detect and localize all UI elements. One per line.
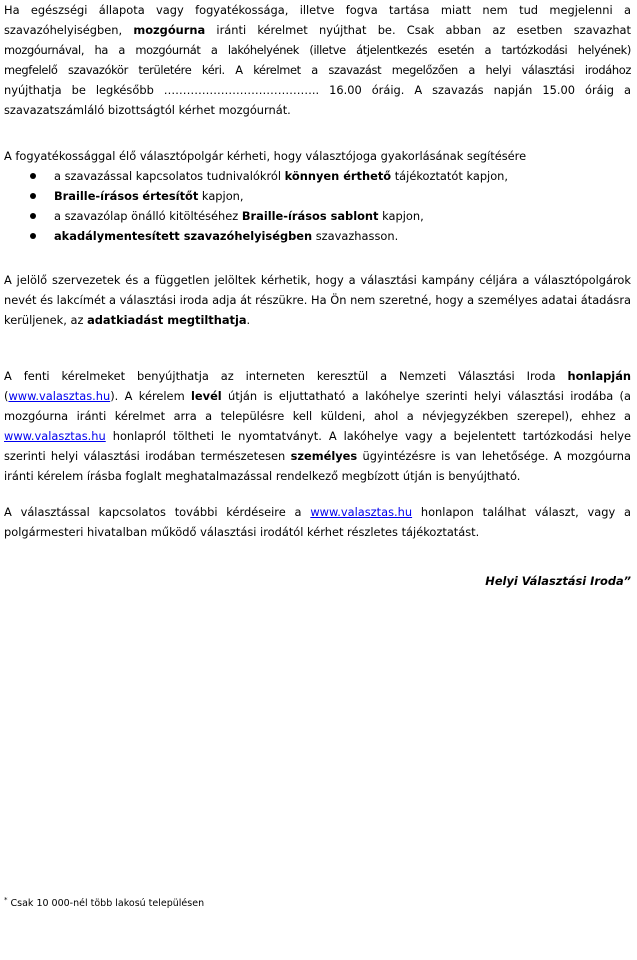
accessibility-paragraph (4, 146, 631, 246)
prohibit-disclosure-term: adatkiadást megtilthatja (87, 313, 247, 327)
mobile-ballot-paragraph (4, 0, 631, 120)
p4-line-3: mozgóurna iránti kérelmet arra a településre kell küldeni, ahol a névjegyzékben szerepel), ehhez a (4, 409, 631, 423)
valasztas-link[interactable]: www.valasztas.hu (4, 429, 106, 443)
signature: Helyi Választási Iroda” (485, 574, 631, 588)
p5-line-2: polgármesteri hivatalban működő választási irodától kérhet részletes tájékoztatást. (4, 525, 480, 539)
p3-line-1: A jelölő szervezetek és a független jelöltek kérhetik, hogy a választási kampány céljára a választópolgárok (4, 273, 631, 287)
list-item: Braille-írásos értesítőt kapjon, (4, 186, 631, 206)
p1-line-2: szavazóhelyiségben, mozgóurna iránti kérelmet nyújthat be. Csak abban az esetben szavazhat (4, 23, 631, 37)
bullet-icon (30, 193, 36, 199)
footnote (4, 896, 204, 909)
p3-line-3: kerüljenek, az adatkiadást megtilthatja. (4, 313, 251, 327)
accessibility-list (4, 166, 631, 246)
p4-line-4: www.valasztas.hu honlapról töltheti le nyomtatványt. A lakóhelye vagy a bejelentett tartózkodási helye (4, 429, 631, 443)
list-item: a szavazólap önálló kitöltéséhez Braille-írásos sablont kapjon, (4, 206, 631, 226)
bullet-icon (30, 213, 36, 219)
footnote-mark: * (4, 896, 8, 904)
p4-line-5: szerinti helyi választási irodában természetesen személyes ügyintézésre is van lehetősége. A mozgóurna (4, 449, 632, 463)
p3-line-2: nevét és lakcímét a választási iroda adja át részükre. Ha Ön nem szeretné, hogy a személyes adatai átadásra (4, 293, 631, 307)
valasztas-link[interactable]: www.valasztas.hu (8, 389, 111, 403)
footnote-text: Csak 10 000-nél több lakosú településen (7, 898, 205, 910)
p1-line-1: Ha egészségi állapota vagy fogyatékossága, illetve fogva tartása miatt nem tud megjelenni a (4, 3, 631, 17)
p4-line-1: A fenti kérelmeket benyújthatja az interneten keresztül a Nemzeti Választási Iroda honlapján (4, 369, 631, 383)
p5-line-1: A választással kapcsolatos további kérdéseire a www.valasztas.hu honlapon találhat választ, vagy a (4, 505, 631, 519)
valasztas-link[interactable]: www.valasztas.hu (310, 505, 413, 519)
data-disclosure-paragraph (4, 270, 631, 330)
p1-line-5: nyújthatja be legkésőbb ………………………………….. 16.00 óráig. A szavazás napján 15.00 óráig a (4, 83, 631, 97)
mobile-ballot-term: mozgóurna (133, 23, 206, 37)
list-item: akadálymentesített szavazóhelyiségben szavazhasson. (4, 226, 631, 246)
p4-line-2: (www.valasztas.hu). A kérelem levél útján is eljuttatható a lakóhelye szerinti helyi választási irodába (a (4, 389, 631, 403)
accessibility-intro: A fogyatékossággal élő választópolgár kérheti, hogy választójoga gyakorlásának segítésére (4, 149, 527, 163)
submission-paragraph (4, 366, 631, 486)
p1-line-6: szavazatszámláló bizottságtól kérhet mozgóurnát. (4, 103, 291, 117)
bullet-icon (30, 173, 36, 179)
p1-line-4: megfelelő szavazókör területére kéri. A kérelmet a szavazást megelőzően a helyi választási irodához (4, 63, 631, 77)
p1-line-3: mozgóurnával, ha a mozgóurnát a lakóhelyének (illetve átjelentkezés esetén a tartózkodási helyének) (4, 43, 631, 57)
p4-line-6: iránti kérelem írásba foglalt meghatalmazással rendelkező megbízott útján is benyújtható. (4, 469, 521, 483)
list-item: a szavazással kapcsolatos tudnivalókról könnyen érthető tájékoztatót kapjon, (4, 166, 631, 186)
further-questions-paragraph (4, 502, 631, 542)
bullet-icon (30, 233, 36, 239)
